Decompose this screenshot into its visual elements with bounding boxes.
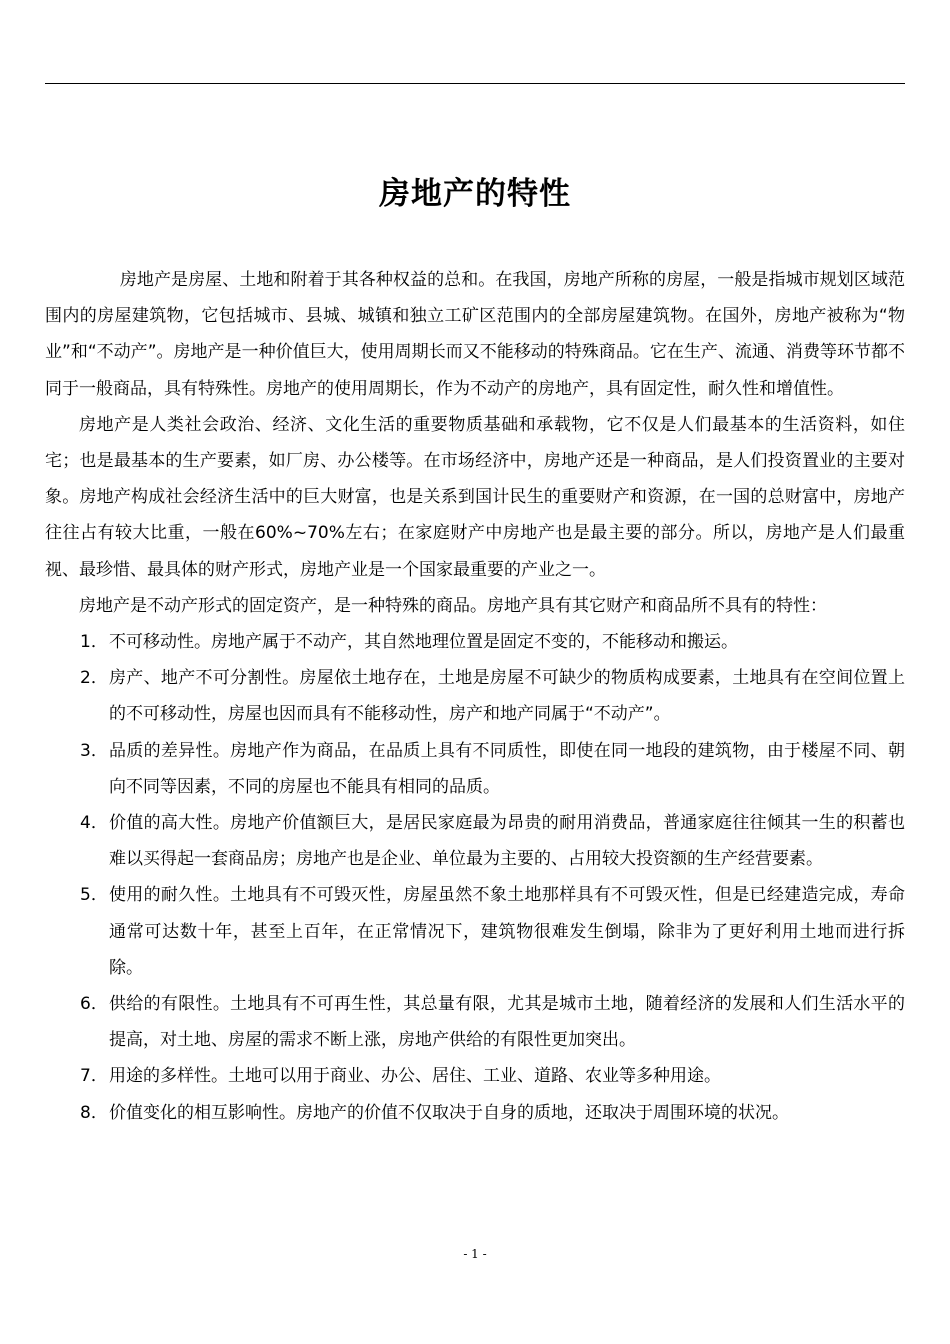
list-item-text: 价值的高大性。房地产价值额巨大，是居民家庭最为昂贵的耐用消费品，普通家庭往往倾其一生的积蓄也难以买得起一套商品房；房地产也是企业、单位最为主要的、占用较大投资额的生产经营要素。 [109, 813, 905, 870]
list-item-text: 价值变化的相互影响性。房地产的价值不仅取决于自身的质地，还取决于周围环境的状况。 [109, 1102, 789, 1123]
list-item-number: 1． [80, 632, 108, 653]
list-item-number: 6． [80, 994, 108, 1015]
list-item [45, 733, 905, 805]
list-item [45, 1095, 905, 1131]
list-item-text: 用途的多样性。土地可以用于商业、办公、居住、工业、道路、农业等多种用途。 [109, 1066, 721, 1087]
list-item [45, 624, 905, 660]
list-item [45, 660, 905, 732]
header-rule [45, 83, 905, 84]
list-item-number: 5． [80, 885, 108, 906]
list-item-text: 使用的耐久性。土地具有不可毁灭性，房屋虽然不象土地那样具有不可毁灭性，但是已经建造完成，寿命通常可达数十年，甚至上百年，在正常情况下，建筑物很难发生倒塌，除非为了更好利用土地而进行拆除。 [109, 885, 905, 978]
list-item-text: 供给的有限性。土地具有不可再生性，其总量有限，尤其是城市土地，随着经济的发展和人们生活水平的提高，对土地、房屋的需求不断上涨，房地产供给的有限性更加突出。 [109, 994, 905, 1051]
list-item-text: 品质的差异性。房地产作为商品，在品质上具有不同质性，即使在同一地段的建筑物，由于楼屋不同、朝向不同等因素，不同的房屋也不能具有相同的品质。 [109, 740, 905, 797]
list-item [45, 1058, 905, 1094]
list-item-number: 8． [80, 1102, 108, 1123]
list-item [45, 805, 905, 877]
list-item-text: 房产、地产不可分割性。房屋依土地存在，土地是房屋不可缺少的物质构成要素，土地具有在空间位置上的不可移动性，房屋也因而具有不能移动性，房产和地产同属于“不动产”。 [109, 668, 905, 725]
list-item-number: 4． [80, 813, 108, 834]
document-title: 房地产的特性 [379, 176, 571, 212]
characteristics-list [45, 624, 905, 1131]
list-item-number: 2． [80, 668, 108, 689]
list-item-number: 7． [80, 1066, 108, 1087]
paragraph-3: 房地产是不动产形式的固定资产，是一种特殊的商品。房地产具有其它财产和商品所不具有的特性： [79, 595, 827, 616]
list-item [45, 986, 905, 1058]
list-item-number: 3． [80, 740, 108, 761]
list-item [45, 877, 905, 986]
paragraph-2: 房地产是人类社会政治、经济、文化生活的重要物质基础和承载物，它不仅是人们最基本的生活资料，如住宅；也是最基本的生产要素，如厂房、办公楼等。在市场经济中，房地产还是一种商品，是人们投资置业的主要对象。房地产构成社会经济生活中的巨大财富，也是关系到国计民生的重要财产和资源，在一国的总财富中，房地产往往占有较大比重，一般在60%~70%左右；在家庭财产中房地产也是最主要的部分。所以，房地产是人们最重视、最珍惜、最具体的财产形式，房地产业是一个国家最重要的产业之一。 [45, 414, 905, 580]
paragraph-1: 房地产是房屋、土地和附着于其各种权益的总和。在我国，房地产所称的房屋，一般是指城市规划区域范围内的房屋建筑物，它包括城市、县城、城镇和独立工矿区范围内的全部房屋建筑物。在国外，房地产被称为“物业”和“不动产”。房地产是一种价值巨大，使用周期长而又不能移动的特殊商品。它在生产、流通、消费等环节都不同于一般商品，具有特殊性。房地产的使用周期长，作为不动产的房地产，具有固定性，耐久性和增值性。 [45, 270, 905, 399]
page-number: - 1 - [463, 1247, 487, 1261]
list-item-text: 不可移动性。房地产属于不动产，其自然地理位置是固定不变的，不能移动和搬运。 [109, 632, 738, 653]
document-body [45, 262, 905, 1131]
